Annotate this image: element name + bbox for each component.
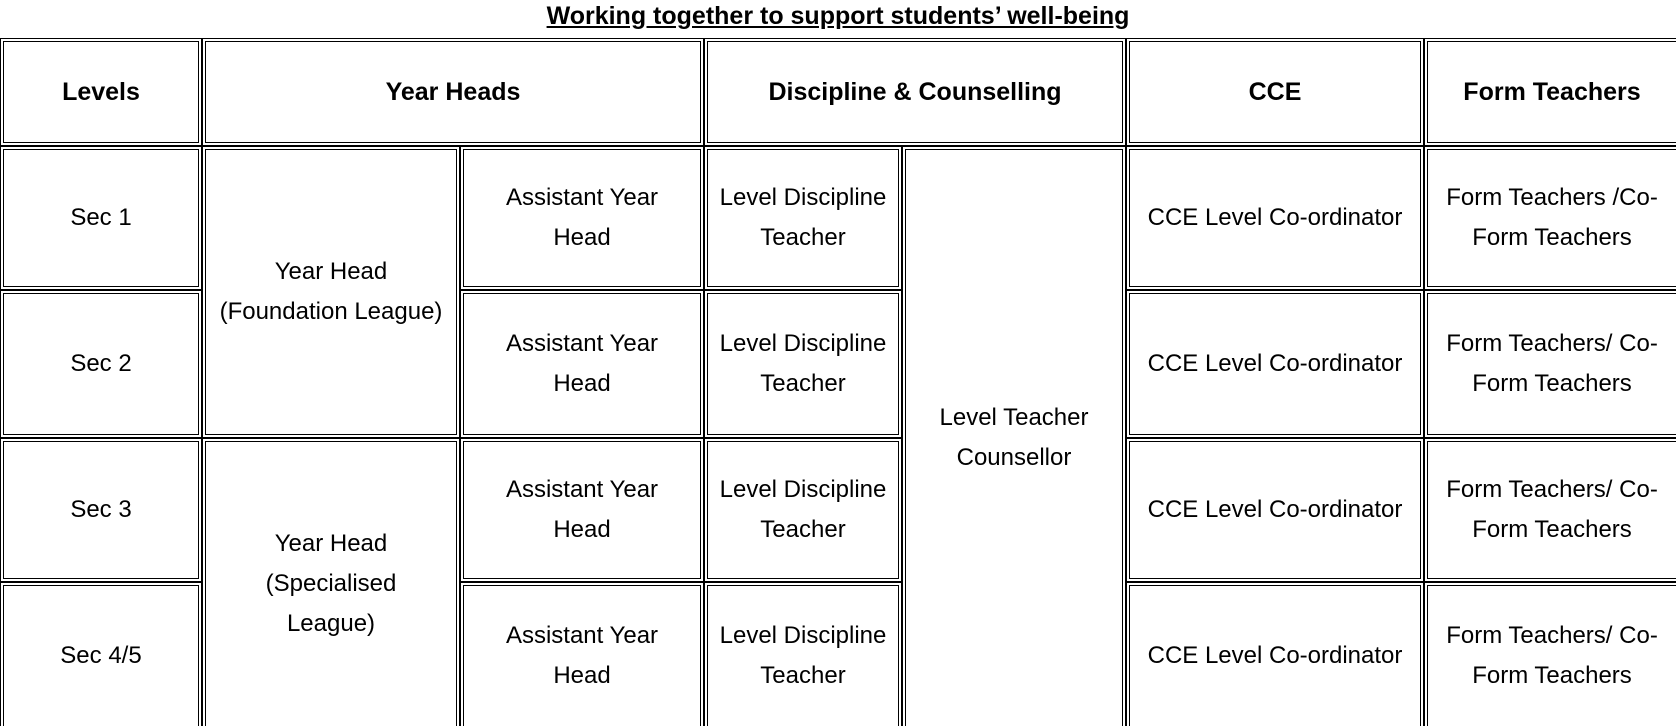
level-discipline-cell: Level Discipline Teacher	[704, 146, 902, 290]
counsellor-cell: Level Teacher Counsellor	[902, 146, 1126, 726]
level-cell: Sec 1	[0, 146, 202, 290]
form-teachers-cell: Form Teachers/ Co-Form Teachers	[1424, 438, 1676, 582]
level-discipline-cell: Level Discipline Teacher	[704, 290, 902, 438]
level-cell: Sec 4/5	[0, 582, 202, 726]
level-cell: Sec 2	[0, 290, 202, 438]
header-cce: CCE	[1126, 38, 1424, 146]
assistant-year-head-cell: Assistant Year Head	[460, 438, 704, 582]
assistant-year-head-cell: Assistant Year Head	[460, 146, 704, 290]
form-teachers-cell: Form Teachers/ Co-Form Teachers	[1424, 582, 1676, 726]
year-head-foundation-cell: Year Head (Foundation League)	[202, 146, 460, 438]
header-discipline-counselling: Discipline & Counselling	[704, 38, 1126, 146]
level-discipline-cell: Level Discipline Teacher	[704, 582, 902, 726]
cce-cell: CCE Level Co-ordinator	[1126, 582, 1424, 726]
header-levels: Levels	[0, 38, 202, 146]
level-discipline-cell: Level Discipline Teacher	[704, 438, 902, 582]
level-cell: Sec 3	[0, 438, 202, 582]
cce-cell: CCE Level Co-ordinator	[1126, 438, 1424, 582]
year-head-specialised-cell: Year Head (Specialised League)	[202, 438, 460, 726]
header-year-heads: Year Heads	[202, 38, 704, 146]
header-form-teachers: Form Teachers	[1424, 38, 1676, 146]
cce-cell: CCE Level Co-ordinator	[1126, 146, 1424, 290]
assistant-year-head-cell: Assistant Year Head	[460, 582, 704, 726]
assistant-year-head-cell: Assistant Year Head	[460, 290, 704, 438]
form-teachers-cell: Form Teachers /Co-Form Teachers	[1424, 146, 1676, 290]
cce-cell: CCE Level Co-ordinator	[1126, 290, 1424, 438]
page-title: Working together to support students’ well-being	[546, 2, 1130, 30]
form-teachers-cell: Form Teachers/ Co-Form Teachers	[1424, 290, 1676, 438]
